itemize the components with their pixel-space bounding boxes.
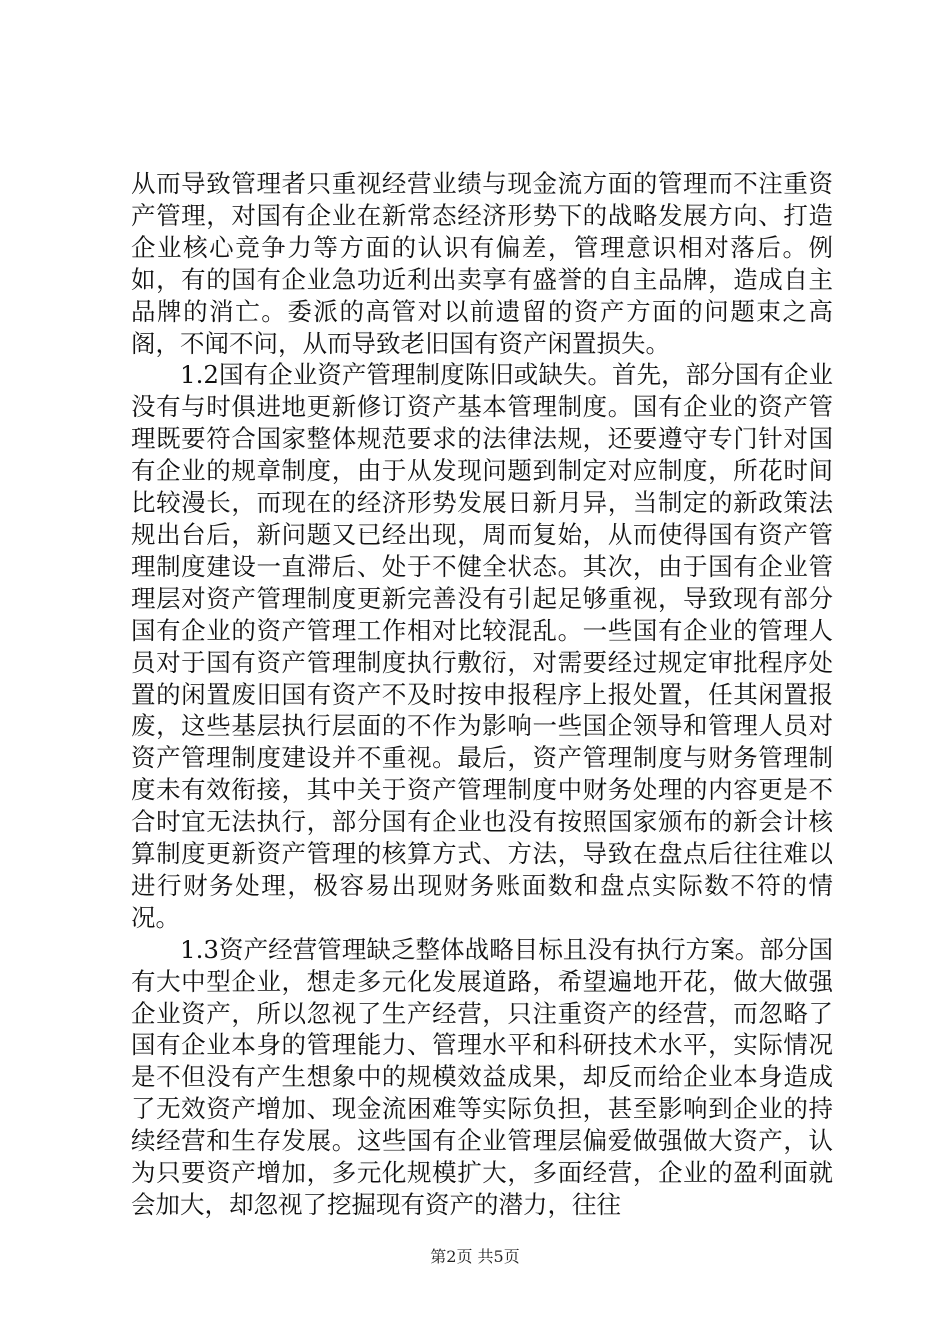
paragraph-section-1-2: 1.2国有企业资产管理制度陈旧或缺失。首先，部分国有企业没有与时俱进地更新修订资产基本管理制度。国有企业的资产管理既要符合国家整体规范要求的法律法规，还要遵守专门针对国有企业的规章制度，由于从发现问题到制定对应制度，所花时间比较漫长，而现在的经济形势发展日新月异，当制定的新政策法规出台后，新问题又已经出现，周而复始，从而使得国有资产管理制度建设一直滞后、处于不健全状态。其次，由于国有企业管理层对资产管理制度更新完善没有引起足够重视，导致现有部分国有企业的资产管理工作相对比较混乱。一些国有企业的管理人员对于国有资产管理制度执行敷衍，对需要经过规定审批程序处置的闲置废旧国有资产不及时按申报程序上报处置，任其闲置报废，这些基层执行层面的不作为影响一些国企领导和管理人员对资产管理制度建设并不重视。最后，资产管理制度与财务管理制度未有效衔接，其中关于资产管理制度中财务处理的内容更是不合时宜无法执行，部分国有企业也没有按照国家颁布的新会计核算制度更新资产管理的核算方式、方法，导致在盘点后往往难以进行财务处理，极容易出现财务账面数和盘点实际数不符的情况。 [131, 360, 833, 932]
body-text [131, 168, 833, 1221]
paragraph-continuation: 从而导致管理者只重视经营业绩与现金流方面的管理而不注重资产管理，对国有企业在新常态经济形势下的战略发展方向、打造企业核心竞争力等方面的认识有偏差，管理意识相对落后。例如，有的国有企业急功近利出卖享有盛誉的自主品牌，造成自主品牌的消亡。委派的高管对以前遗留的资产方面的问题束之高阁，不闻不问，从而导致老旧国有资产闲置损失。 [131, 169, 833, 358]
page-number-footer: 第2页 共5页 [430, 1247, 520, 1266]
paragraph-section-1-3: 1.3资产经营管理缺乏整体战略目标且没有执行方案。部分国有大中型企业，想走多元化发展道路，希望遍地开花，做大做强企业资产，所以忽视了生产经营，只注重资产的经营，而忽略了国有企业本身的管理能力、管理水平和科研技术水平，实际情况是不但没有产生想象中的规模效益成果，却反而给企业本身造成了无效资产增加、现金流困难等实际负担，甚至影响到企业的持续经营和生存发展。这些国有企业管理层偏爱做强做大资产，认为只要资产增加，多元化规模扩大，多面经营，企业的盈利面就会加大，却忽视了挖掘现有资产的潜力，往往 [131, 934, 833, 1219]
